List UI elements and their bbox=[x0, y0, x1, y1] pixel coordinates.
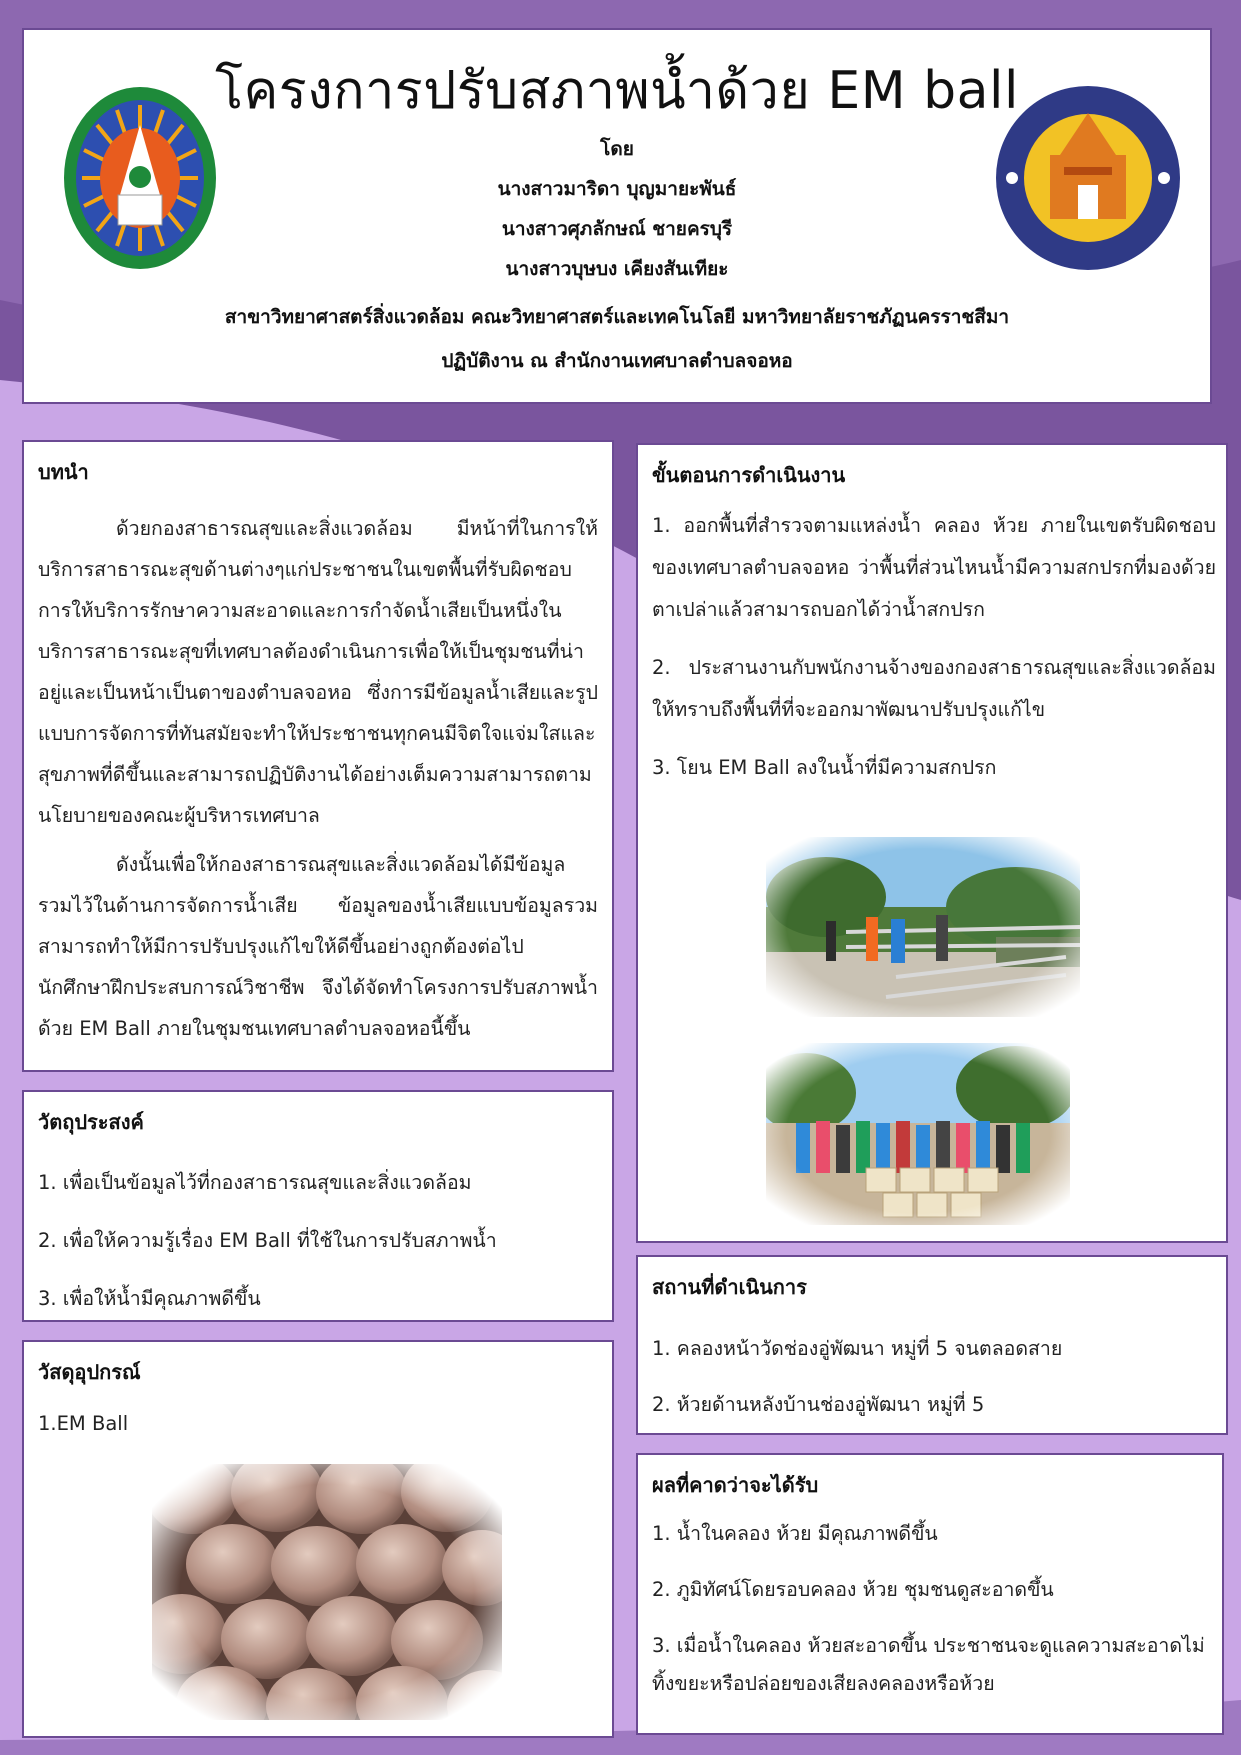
objective-item-2: 2. เพื่อให้ความรู้เรื่อง EM Ball ที่ใช้ในการปรับสภาพน้ำ bbox=[38, 1229, 497, 1252]
result-item-3: 3. เมื่อน้ำในคลอง ห้วยสะอาดขึ้น ประชาชนจะดูแลความสะอาดไม่ทิ้งขยะหรือปล่อยของเสียลงคลองหรือห้วย bbox=[652, 1634, 1205, 1695]
affiliation: สาขาวิทยาศาสตร์สิ่งแวดล้อม คณะวิทยาศาสตร์และเทคโนโลยี มหาวิทยาลัยราชภัฏนครราชสีมา bbox=[224, 306, 1010, 328]
procedure-panel bbox=[636, 443, 1228, 1243]
by-label: โดย bbox=[600, 138, 634, 160]
materials-list bbox=[38, 1412, 602, 1435]
intro-title: บทนำ bbox=[38, 460, 89, 484]
poster-title: โครงการปรับสภาพน้ำด้วย EM ball bbox=[215, 61, 1019, 121]
procedure-step-2: 2. ประสานงานกับพนักงานจ้างของกองสาธารณสุขและสิ่งแวดล้อม ให้ทราบถึงพื้นที่ที่จะออกมาพัฒนาปรับปรุงแก้ไข bbox=[652, 656, 1216, 721]
result-item-1: 1. น้ำในคลอง ห้วย มีคุณภาพดีขึ้น bbox=[652, 1522, 938, 1545]
location-item-1: 1. คลองหน้าวัดช่องอู่พัฒนา หมู่ที่ 5 จนตลอดสาย bbox=[652, 1337, 1063, 1360]
results-list bbox=[652, 1515, 1212, 1703]
author-1: นางสาวมาริดา บุญมายะพันธ์ bbox=[497, 178, 737, 200]
intro-text bbox=[38, 508, 598, 1049]
author-3: นางสาวบุษบง เคียงสันเทียะ bbox=[505, 258, 729, 280]
em-ball-photo bbox=[152, 1464, 502, 1720]
header-panel bbox=[22, 28, 1212, 404]
field-work-photo bbox=[766, 837, 1080, 1017]
location-item-2: 2. ห้วยด้านหลังบ้านช่องอู่พัฒนา หมู่ที่ 5 bbox=[652, 1393, 985, 1416]
location-panel bbox=[636, 1255, 1228, 1435]
group-photo bbox=[766, 1043, 1070, 1225]
material-item-1: 1.EM Ball bbox=[38, 1412, 129, 1435]
procedure-step-3: 3. โยน EM Ball ลงในน้ำที่มีความสกปรก bbox=[652, 756, 997, 779]
objectives-title: วัตถุประสงค์ bbox=[38, 1110, 144, 1134]
author-2: นางสาวศุภลักษณ์ ชายครบุรี bbox=[501, 218, 733, 240]
location-list bbox=[652, 1321, 1216, 1433]
materials-title: วัสดุอุปกรณ์ bbox=[38, 1360, 141, 1384]
workplace: ปฏิบัติงาน ณ สำนักงานเทศบาลตำบลจอหอ bbox=[441, 350, 793, 372]
location-title: สถานที่ดำเนินการ bbox=[652, 1275, 807, 1299]
procedure-step-1: 1. ออกพื้นที่สำรวจตามแหล่งน้ำ คลอง ห้วย ภายในเขตรับผิดชอบของเทศบาลตำบลจอหอ ว่าพื้นที่ส่วนไหนน้ำมีความสกปรกที่มองด้วยตาเปล่าแล้วสามารถบอกได้ว่าน้ำสกปรก bbox=[652, 514, 1216, 621]
intro-paragraph-2: ดังนั้นเพื่อให้กองสาธารณสุขและสิ่งแวดล้อมได้มีข้อมูลรวมไว้ในด้านการจัดการน้ำเสีย ข้อมูลของน้ำเสียแบบข้อมูลรวมสามารถทำให้มีการปรับปรุงแก้ไขให้ดีขึ้นอย่างถูกต้องต่อไป นักศึกษาฝึกประสบการณ์วิชาชีพ จึงได้จัดทำโครงการปรับสภาพน้ำด้วย EM Ball ภายในชุมชนเทศบาลตำบลจอหอนี้ขึ้น bbox=[38, 853, 598, 1040]
results-title: ผลที่คาดว่าจะได้รับ bbox=[652, 1473, 819, 1497]
results-panel bbox=[636, 1453, 1224, 1735]
objective-item-3: 3. เพื่อให้น้ำมีคุณภาพดีขึ้น bbox=[38, 1287, 261, 1310]
objective-item-1: 1. เพื่อเป็นข้อมูลไว้ที่กองสาธารณสุขและสิ่งแวดล้อม bbox=[38, 1171, 472, 1194]
objectives-panel bbox=[22, 1090, 614, 1322]
materials-panel bbox=[22, 1340, 614, 1738]
procedure-list bbox=[652, 505, 1216, 789]
result-item-2: 2. ภูมิทัศน์โดยรอบคลอง ห้วย ชุมชนดูสะอาดขึ้น bbox=[652, 1578, 1054, 1601]
procedure-title: ขั้นตอนการดำเนินงาน bbox=[652, 463, 846, 487]
objectives-list bbox=[38, 1154, 602, 1328]
intro-panel bbox=[22, 440, 614, 1072]
intro-paragraph-1: ด้วยกองสาธารณสุขและสิ่งแวดล้อม มีหน้าที่ในการให้บริการสาธารณะสุขด้านต่างๆแก่ประชาชนในเขตพื้นที่รับผิดชอบ การให้บริการรักษาความสะอาดและการกำจัดน้ำเสียเป็นหนึ่งในบริการสาธารณะสุขที่เทศบาลต้องดำเนินการเพื่อให้เป็นชุมชนที่น่าอยู่และเป็นหน้าเป็นตาของตำบลจอหอ ซึ่งการมีข้อมูลน้ำเสียและรูปแบบการจัดการที่ทันสมัยจะทำให้ประชาชนทุกคนมีจิตใจแจ่มใสและสุขภาพที่ดีขึ้นและสามารถปฏิบัติงานได้อย่างเต็มความสามารถตามนโยบายของคณะผู้บริหารเทศบาล bbox=[38, 517, 598, 827]
